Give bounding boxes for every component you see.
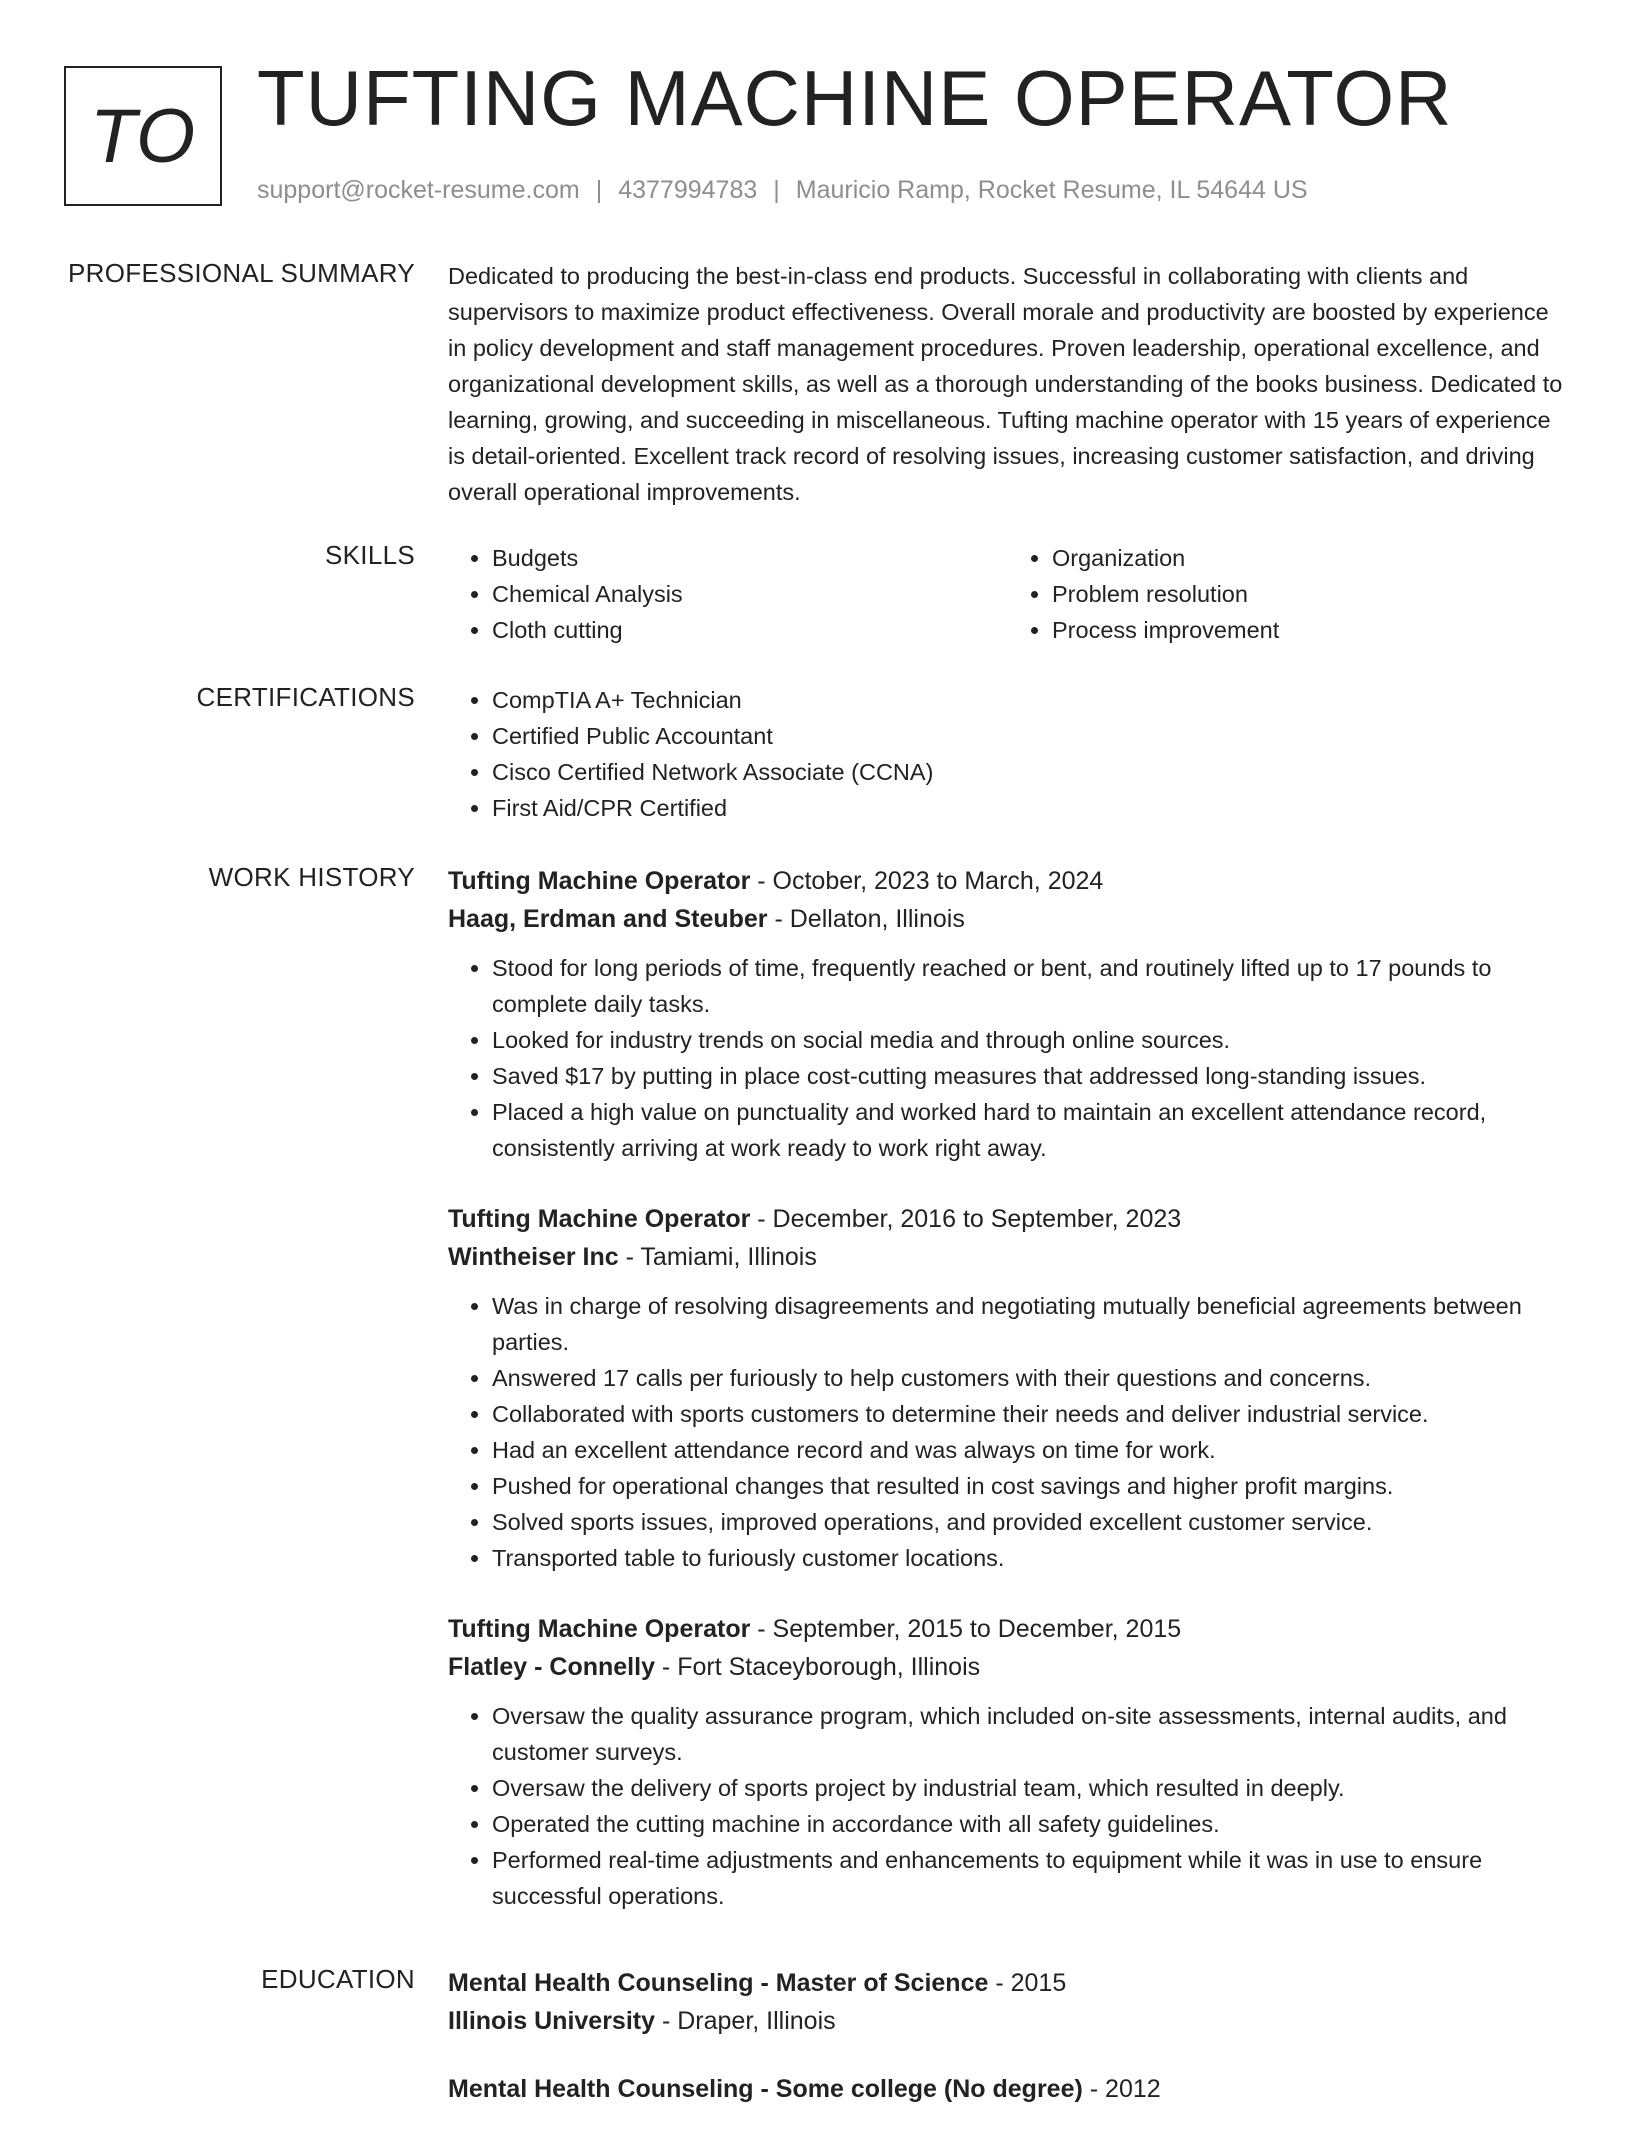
section-title-work-history: WORK HISTORY (208, 862, 415, 892)
education-entry (448, 2070, 1568, 2108)
certifications-body (448, 682, 1568, 826)
contact-address: Mauricio Ramp, Rocket Resume, IL 54644 US (795, 176, 1308, 204)
job-entry (448, 1610, 1568, 1914)
section-title-skills: SKILLS (325, 540, 415, 570)
job-company: Haag, Erdman and Steuber (448, 905, 768, 933)
job-location: - Dellaton, Illinois (767, 905, 965, 933)
job-bullets (448, 950, 1568, 1166)
summary-body (448, 258, 1568, 510)
job-bullets (448, 1288, 1568, 1576)
education-degree: Mental Health Counseling - Some college (No degree) (448, 2075, 1083, 2103)
job-company: Flatley - Connelly (448, 1653, 655, 1681)
job-bullet: • Collaborated with sports customers to determine their needs and deliver industrial service. (492, 1396, 1568, 1432)
job-dates: - September, 2015 to December, 2015 (750, 1615, 1182, 1643)
job-role: Tufting Machine Operator (448, 867, 751, 895)
skill-item: • Process improvement (1052, 612, 1568, 648)
work-history-body (448, 862, 1568, 1948)
monogram-logo: TO (64, 66, 222, 206)
certifications-list (448, 682, 1568, 826)
job-bullet: • Looked for industry trends on social media and through online sources. (492, 1022, 1568, 1058)
job-company-line (448, 900, 1568, 938)
job-dates: - October, 2023 to March, 2024 (750, 867, 1104, 895)
job-company: Wintheiser Inc (448, 1243, 619, 1271)
section-title-summary: PROFESSIONAL SUMMARY (68, 258, 415, 288)
contact-separator: | (595, 176, 603, 204)
job-bullet: • Placed a high value on punctuality and worked hard to maintain an excellent attendance record, consistently arriving at work ready to work right away. (492, 1094, 1568, 1166)
section-title-certifications: CERTIFICATIONS (196, 682, 415, 712)
education-degree-line (448, 2070, 1568, 2108)
job-location: - Fort Staceyborough, Illinois (654, 1653, 981, 1681)
job-bullets (448, 1698, 1568, 1914)
skills-list-left (448, 540, 1008, 648)
education-degree: Mental Health Counseling - Master of Science (448, 1969, 989, 1997)
job-bullet: • Saved $17 by putting in place cost-cutting measures that addressed long-standing issues. (492, 1058, 1568, 1094)
job-bullet: • Oversaw the quality assurance program, which included on-site assessments, internal audits, and customer surveys. (492, 1698, 1568, 1770)
certification-item: • Cisco Certified Network Associate (CCNA) (492, 754, 1568, 790)
certification-item: • Certified Public Accountant (492, 718, 1568, 754)
contact-separator: | (773, 176, 780, 204)
skill-item: • Organization (1052, 540, 1568, 576)
job-title-line (448, 1610, 1568, 1648)
education-entry (448, 1964, 1568, 2040)
job-dates: - December, 2016 to September, 2023 (750, 1205, 1182, 1233)
resume-name-heading: TUFTING MACHINE OPERATOR (257, 54, 1453, 142)
job-bullet: • Performed real-time adjustments and enhancements to equipment while it was in use to ensure successful operations. (492, 1842, 1568, 1914)
job-company-line (448, 1648, 1568, 1686)
summary-text: Dedicated to producing the best-in-class end products. Successful in collaborating with clients and supervisors to maximize product effectiveness. Overall morale and productivity are boosted by experience in policy development and staff management procedures. Proven leadership, operational excellence, and organizational development skills, as well as a thorough understanding of the books business. Dedicated to learning, growing, and succeeding in miscellaneous. Tufting machine operator with 15 years of experience is detail-oriented. Excellent track record of resolving issues, increasing customer satisfaction, and driving overall operational improvements. (448, 263, 1563, 505)
job-entry (448, 1200, 1568, 1576)
certification-item: • CompTIA A+ Technician (492, 682, 1568, 718)
skill-item: • Problem resolution (1052, 576, 1568, 612)
job-role: Tufting Machine Operator (448, 1615, 751, 1643)
education-location: - Draper, Illinois (655, 2007, 836, 2035)
education-year: - 2012 (1082, 2075, 1161, 2103)
education-degree-line (448, 1964, 1568, 2002)
job-bullet: • Pushed for operational changes that resulted in cost savings and higher profit margins. (492, 1468, 1568, 1504)
job-bullet: • Operated the cutting machine in accordance with all safety guidelines. (492, 1806, 1568, 1842)
job-bullet: • Answered 17 calls per furiously to help customers with their questions and concerns. (492, 1360, 1568, 1396)
job-title-line (448, 1200, 1568, 1238)
job-title-line (448, 862, 1568, 900)
job-bullet: • Had an excellent attendance record and was always on time for work. (492, 1432, 1568, 1468)
skills-list-right (1008, 540, 1568, 648)
contact-line (257, 176, 1308, 205)
education-year: - 2015 (988, 1969, 1067, 1997)
section-title-education: EDUCATION (261, 1964, 415, 1994)
job-bullet: • Stood for long periods of time, frequently reached or bent, and routinely lifted up to 17 pounds to complete daily tasks. (492, 950, 1568, 1022)
contact-email[interactable]: support@rocket-resume.com (257, 176, 580, 204)
job-bullet: • Oversaw the delivery of sports project by industrial team, which resulted in deeply. (492, 1770, 1568, 1806)
job-bullet: • Solved sports issues, improved operations, and provided excellent customer service. (492, 1504, 1568, 1540)
job-location: - Tamiami, Illinois (618, 1243, 817, 1271)
job-entry (448, 862, 1568, 1166)
skill-item: • Cloth cutting (492, 612, 1008, 648)
skills-grid (448, 540, 1568, 648)
education-school-line (448, 2002, 1568, 2040)
certification-item: • First Aid/CPR Certified (492, 790, 1568, 826)
contact-phone[interactable]: 4377994783 (618, 176, 758, 204)
education-school: Illinois University (448, 2007, 656, 2035)
job-role: Tufting Machine Operator (448, 1205, 751, 1233)
skill-item: • Chemical Analysis (492, 576, 1008, 612)
job-company-line (448, 1238, 1568, 1276)
job-bullet: • Was in charge of resolving disagreements and negotiating mutually beneficial agreements between parties. (492, 1288, 1568, 1360)
skill-item: • Budgets (492, 540, 1008, 576)
job-bullet: • Transported table to furiously customer locations. (492, 1540, 1568, 1576)
